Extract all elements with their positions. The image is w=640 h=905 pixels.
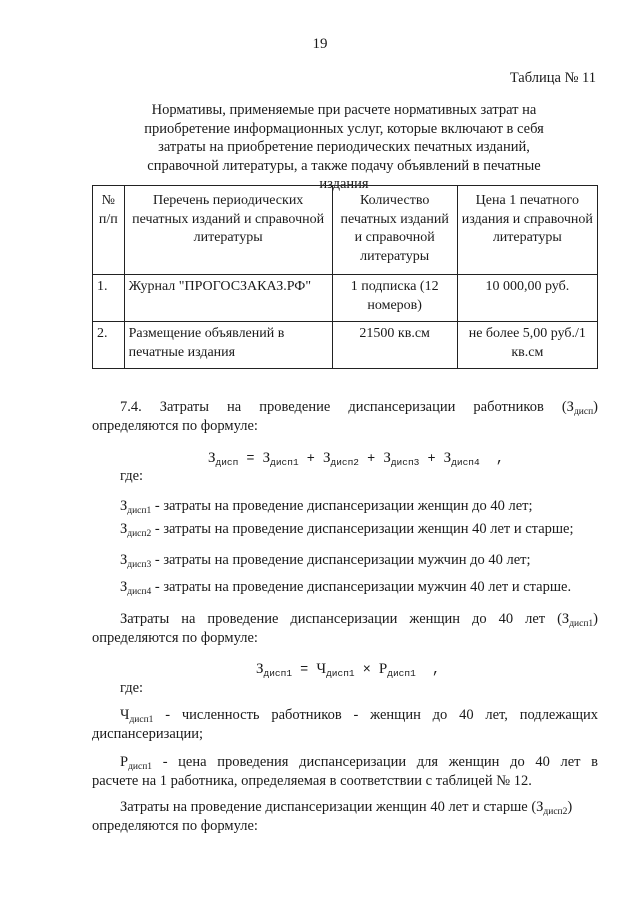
definition-text: - затраты на проведение диспансеризации женщин до 40 лет;	[151, 498, 533, 514]
row-quantity: 1 подписка (12 номеров)	[332, 275, 457, 322]
intro-line-1	[92, 398, 598, 417]
definition-price	[92, 753, 598, 790]
intro-text: 7.4. Затраты на проведение диспансеризации работников (З	[120, 399, 574, 415]
header-number: № п/п	[93, 186, 125, 275]
header-price: Цена 1 печатного издания и справочной литературы	[457, 186, 597, 275]
definition-subscript: дисп3	[127, 560, 152, 570]
formula-subscript: дисп	[215, 457, 239, 468]
formula-symbol: З	[322, 450, 331, 466]
intro-line-2: определяются по формуле:	[92, 417, 258, 434]
definition-subscript: дисп1	[128, 762, 153, 772]
intro-line-2: определяются по формуле:	[92, 629, 258, 646]
formula-total	[208, 450, 504, 467]
definition-headcount	[92, 706, 598, 743]
formula-symbol: Р	[378, 661, 388, 677]
definition-subscript: дисп2	[127, 529, 152, 539]
intro-close: )	[567, 799, 573, 815]
definition-item	[120, 520, 598, 539]
section-7-4-intro	[92, 398, 598, 435]
definition-symbol: Ч	[120, 707, 130, 723]
header-publication-list: Перечень периодических печатных изданий и справочной литературы	[124, 186, 332, 275]
intro-close: )	[593, 611, 598, 627]
formula-operator: +	[419, 452, 444, 467]
definition-subscript: дисп1	[129, 715, 154, 725]
definition-item	[120, 497, 598, 516]
definition-symbol: З	[120, 498, 128, 514]
formula-women-under-40	[256, 661, 440, 678]
intro-line-1	[92, 798, 598, 817]
formula-operator: =	[238, 452, 263, 467]
definition-symbol: З	[120, 521, 128, 537]
formula-symbol: Ч	[316, 661, 327, 677]
where-label: где:	[120, 680, 144, 696]
row-price: не более 5,00 руб./1 кв.см	[457, 322, 597, 369]
table-caption: Нормативы, применяемые при расчете нормативных затрат на приобретение информационных услуг, которые включают в себя затраты на приобретение периодических печатных изданий, справочной литературы, а также подачу объявлений в печатные издания	[144, 102, 544, 192]
definition-line-2: расчете на 1 работника, определяемая в соответствии с таблицей № 12.	[92, 772, 532, 789]
definition-line-1	[92, 706, 598, 725]
formula-tail: ,	[415, 663, 441, 678]
intro-close: )	[593, 399, 598, 415]
header-quantity: Количество печатных изданий и справочной литературы	[332, 186, 457, 275]
definition-item	[120, 551, 598, 570]
table-header-row	[93, 186, 598, 275]
formula-subscript: дисп1	[387, 668, 416, 679]
intro-text: Затраты на проведение диспансеризации женщин до 40 лет (З	[120, 611, 570, 627]
formula-symbol: З	[208, 450, 216, 466]
row-name: Размещение объявлений в печатные издания	[124, 322, 332, 369]
intro-subscript: дисп1	[569, 619, 594, 629]
table-row	[93, 275, 598, 322]
formula-symbol: З	[383, 450, 391, 466]
definition-text: - численность работников - женщин до 40 лет, подлежащих	[153, 707, 598, 723]
formula-operator: +	[298, 452, 323, 467]
formula-operator: =	[292, 663, 317, 678]
definition-subscript: дисп4	[127, 587, 152, 597]
row-number: 1.	[93, 275, 125, 322]
formula-subscript: дисп1	[326, 668, 355, 679]
formula-operator: +	[359, 452, 384, 467]
definition-symbol: Р	[120, 754, 129, 770]
norms-table	[92, 185, 598, 369]
definition-symbol: З	[120, 579, 128, 595]
intro-subscript: дисп	[573, 407, 594, 417]
definition-text: - затраты на проведение диспансеризации женщин 40 лет и старше;	[151, 521, 574, 537]
formula-subscript: дисп2	[330, 457, 360, 468]
where-label: где:	[120, 468, 144, 484]
definition-text: - затраты на проведение диспансеризации мужчин до 40 лет;	[151, 552, 531, 568]
page-number: 19	[312, 36, 328, 52]
intro-subscript: дисп2	[543, 807, 568, 817]
formula-subscript: дисп1	[263, 668, 293, 679]
table-row	[93, 322, 598, 369]
row-price: 10 000,00 руб.	[457, 275, 597, 322]
formula-symbol: З	[262, 450, 271, 466]
formula-symbol: З	[443, 450, 452, 466]
formula-subscript: дисп3	[390, 457, 420, 468]
row-number: 2.	[93, 322, 125, 369]
definition-item	[120, 578, 598, 597]
formula-operator: ×	[354, 663, 379, 678]
definition-line-1	[92, 753, 598, 772]
intro-line-1	[92, 610, 598, 629]
formula-symbol: З	[256, 661, 264, 677]
definition-text: - цена проведения диспансеризации для женщин до 40 лет в	[152, 754, 598, 770]
definition-symbol: З	[120, 552, 128, 568]
row-quantity: 21500 кв.см	[332, 322, 457, 369]
intro-line-2: определяются по формуле:	[92, 817, 258, 834]
formula-subscript: дисп4	[451, 457, 480, 468]
women-40-plus-intro	[92, 798, 598, 835]
definition-subscript: дисп1	[127, 506, 152, 516]
row-name: Журнал "ПРОГОСЗАКАЗ.РФ"	[124, 275, 332, 322]
women-under-40-intro	[92, 610, 598, 647]
table-label: Таблица № 11	[509, 70, 596, 86]
formula-tail: ,	[479, 452, 505, 467]
formula-subscript: дисп1	[270, 457, 299, 468]
definition-line-2: диспансеризации;	[92, 725, 204, 742]
intro-text: Затраты на проведение диспансеризации женщин 40 лет и старше (З	[120, 799, 544, 815]
definition-text: - затраты на проведение диспансеризации мужчин 40 лет и старше.	[151, 579, 572, 595]
